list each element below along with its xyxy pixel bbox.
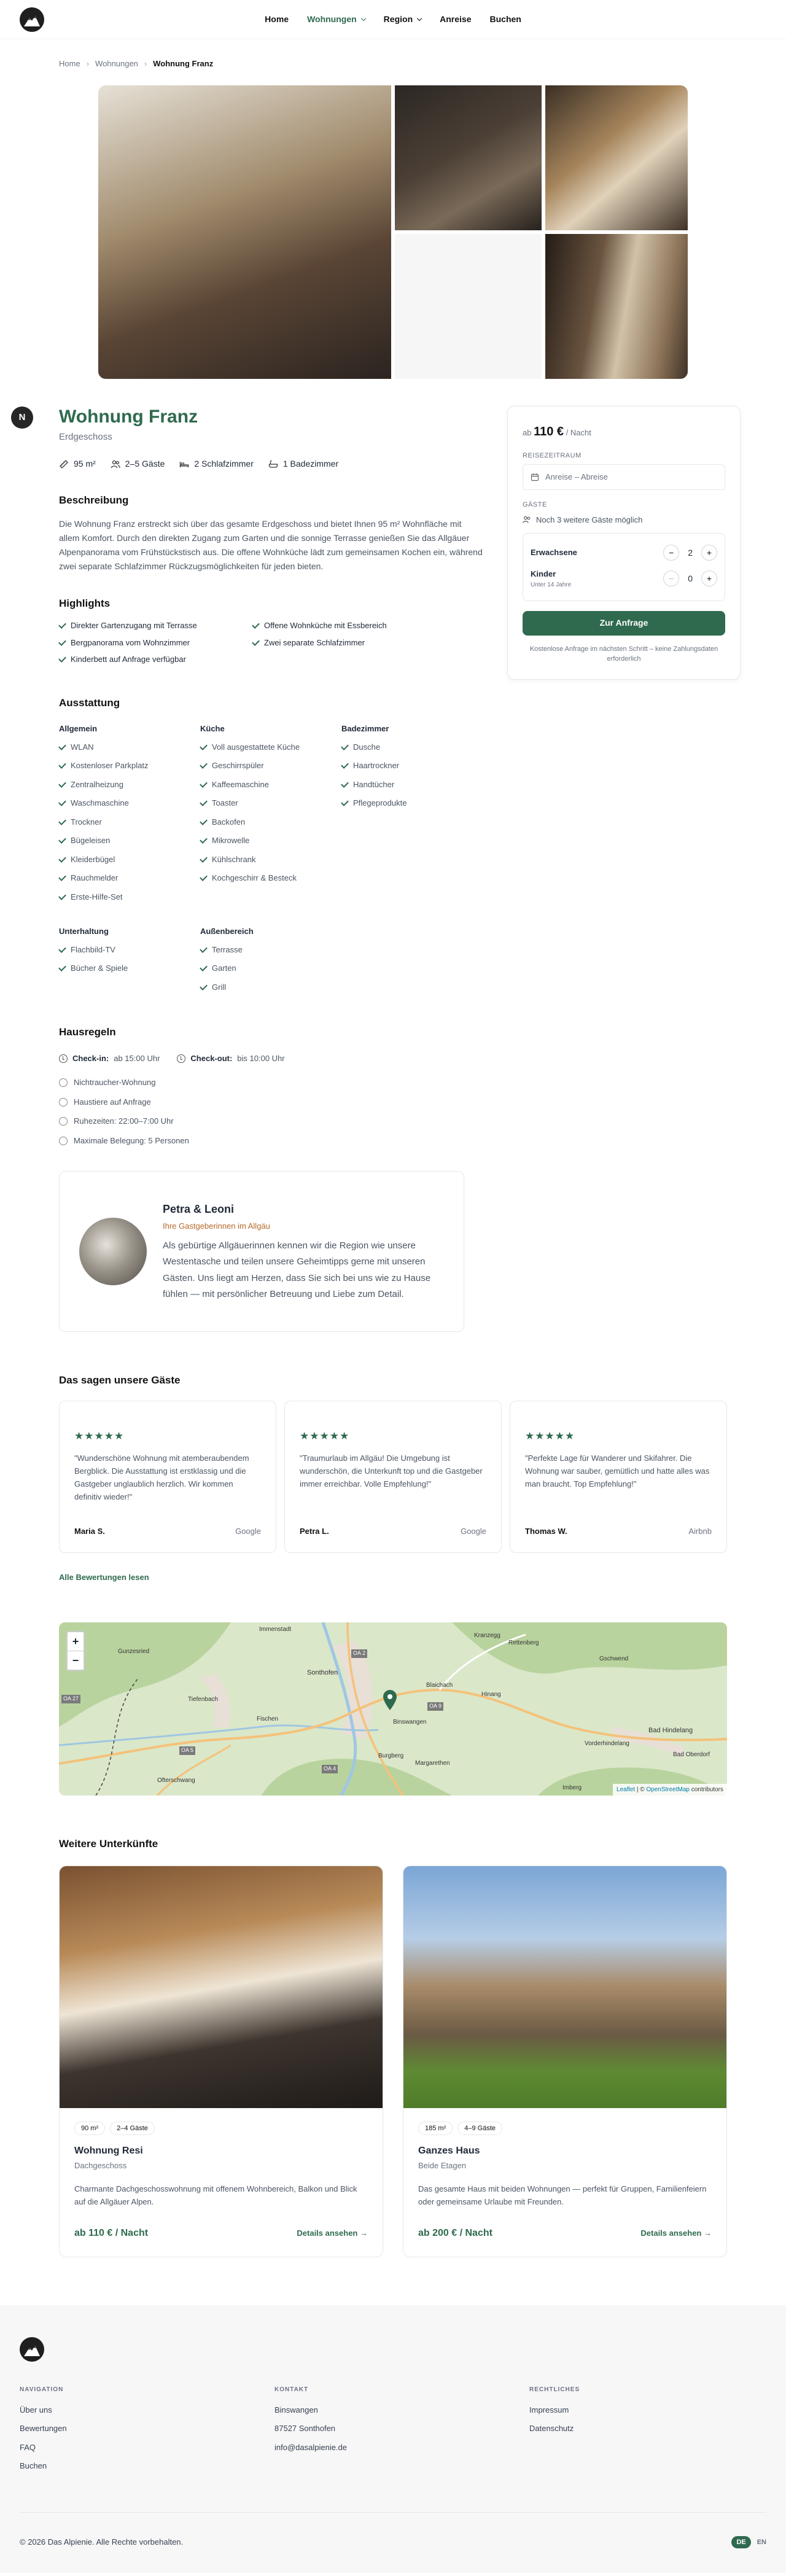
children-plus-button[interactable]: + bbox=[701, 570, 717, 586]
adults-stepper bbox=[663, 545, 717, 561]
checkout-label: Check-out: bbox=[190, 1053, 233, 1063]
amenity-group-title: Allgemein bbox=[59, 724, 98, 734]
listing-details-link[interactable]: Details ansehen → bbox=[640, 2228, 712, 2238]
site-header bbox=[0, 0, 786, 39]
nav-buchen-label: Buchen bbox=[489, 14, 521, 24]
host-role: Ihre Gastgeberinnen im Allgäu bbox=[163, 1221, 270, 1231]
review-author: Petra L. bbox=[300, 1527, 329, 1536]
map-place: Binswangen bbox=[393, 1719, 427, 1726]
breadcrumb-current: Wohnung Franz bbox=[153, 59, 214, 68]
footer-legal bbox=[529, 2385, 714, 2479]
review-source: Google bbox=[461, 1527, 486, 1536]
map-road-label: OA 4 bbox=[322, 1765, 338, 1773]
listing-image bbox=[403, 1866, 726, 2108]
highlights-heading: Highlights bbox=[59, 597, 111, 609]
nav-region[interactable] bbox=[384, 13, 421, 26]
footer-nav bbox=[20, 2385, 274, 2479]
house-rule-text: Nichtraucher-Wohnung bbox=[74, 1078, 156, 1088]
amenity-item: Kochgeschirr & Besteck bbox=[200, 872, 341, 884]
listing-price: ab 110 € / Nacht bbox=[74, 2227, 149, 2238]
travel-label: REISEZEITRAUM bbox=[523, 451, 582, 459]
review-text: "Wunderschöne Wohnung mit atemberaubendem Bergblick. Die Ausstattung ist erstklassig und die Gastgeber unglaublich herzlich. Wir kommen definitiv wieder!" bbox=[74, 1453, 249, 1501]
breadcrumb-wohnungen[interactable]: Wohnungen bbox=[95, 59, 138, 68]
description-heading: Beschreibung bbox=[59, 494, 129, 506]
page-title: Wohnung Franz bbox=[59, 406, 198, 427]
guests-note bbox=[523, 514, 725, 526]
host-card bbox=[59, 1171, 464, 1332]
amenity-item: Garten bbox=[200, 962, 341, 975]
gallery-image-bedroom[interactable] bbox=[545, 85, 688, 230]
amenity-item: Pflegeprodukte bbox=[341, 797, 483, 809]
amenity-item: Mikrowelle bbox=[200, 835, 341, 847]
guests-label: GÄSTE bbox=[523, 501, 547, 508]
children-sublabel: Unter 14 Jahre bbox=[531, 581, 572, 588]
map-place: Hinang bbox=[481, 1691, 501, 1699]
fact-area bbox=[59, 457, 96, 470]
review-card bbox=[510, 1401, 727, 1553]
reviews-heading: Das sagen unsere Gäste bbox=[59, 1374, 181, 1387]
nav-wohnungen[interactable] bbox=[307, 13, 365, 26]
fact-guests bbox=[111, 457, 165, 470]
map-pin-icon bbox=[383, 1690, 397, 1711]
adults-label: Erwachsene bbox=[531, 548, 577, 558]
amenity-group-badezimmer bbox=[341, 723, 483, 909]
map-place: Tiefenbach bbox=[188, 1696, 219, 1703]
clock-icon bbox=[59, 1054, 68, 1063]
request-button[interactable]: Zur Anfrage bbox=[523, 611, 725, 636]
amenity-item: Zentralheizung bbox=[59, 779, 200, 791]
lang-de-button[interactable]: DE bbox=[731, 2536, 750, 2549]
review-text: "Traumurlaub im Allgäu! Die Umgebung ist wunderschön, die Unterkunft top und die Gastgeber immer erreichbar. Volle Empfehlung!" bbox=[300, 1453, 483, 1488]
nav-anreise-label: Anreise bbox=[440, 14, 472, 24]
copyright: © 2026 Das Alpienie. Alle Rechte vorbehalten. bbox=[20, 2537, 184, 2547]
footer-contact-line: 87527 Sonthofen bbox=[274, 2424, 336, 2434]
booking-price bbox=[523, 422, 725, 441]
booking-fineprint: Kostenlose Anfrage im nächsten Schritt – keine Zahlungsdaten erforderlich bbox=[529, 645, 718, 663]
footer-heading: RECHTLICHES bbox=[529, 2386, 580, 2393]
host-name: Petra & Leoni bbox=[163, 1202, 235, 1215]
nav-region-label: Region bbox=[383, 14, 413, 24]
footer-contact-line: Binswangen bbox=[274, 2405, 318, 2415]
gallery-image-hallway[interactable] bbox=[545, 234, 688, 379]
booking-widget bbox=[507, 406, 741, 680]
amenity-item: Geschirrspüler bbox=[200, 760, 341, 772]
gallery-image-lounge[interactable] bbox=[395, 85, 542, 230]
amenity-item: Rauchmelder bbox=[59, 872, 200, 884]
amenities-grid bbox=[59, 723, 483, 1000]
footer-link-buchen[interactable]: Buchen bbox=[20, 2461, 47, 2471]
amenity-item: Erste-Hilfe-Set bbox=[59, 891, 200, 903]
children-value: 0 bbox=[688, 573, 693, 583]
review-author: Maria S. bbox=[74, 1527, 105, 1536]
amenity-item: Backofen bbox=[200, 816, 341, 828]
chevron-right-icon: › bbox=[86, 59, 90, 68]
price-suffix: / Nacht bbox=[566, 427, 591, 437]
bath-icon bbox=[268, 459, 278, 469]
house-rules-list bbox=[59, 1076, 483, 1146]
map-place: Margarethen bbox=[415, 1760, 450, 1767]
amenity-group-title: Außenbereich bbox=[200, 927, 254, 936]
property-facts bbox=[59, 457, 483, 470]
map-road-label: OA 5 bbox=[179, 1746, 195, 1755]
house-rule-text: Ruhezeiten: 22:00–7:00 Uhr bbox=[74, 1116, 174, 1126]
zoom-in-button[interactable]: + bbox=[68, 1632, 84, 1651]
map-attribution bbox=[613, 1784, 727, 1796]
highlight-item: Zwei separate Schlafzimmer bbox=[252, 637, 427, 649]
amenity-group-unterhaltung bbox=[59, 925, 200, 1000]
mountain-logo-icon bbox=[23, 10, 41, 29]
chevron-down-icon bbox=[417, 15, 422, 20]
host-photo bbox=[79, 1218, 147, 1285]
house-rules-heading: Hausregeln bbox=[59, 1026, 116, 1038]
map-place: Immenstadt bbox=[259, 1626, 292, 1633]
review-author: Thomas W. bbox=[525, 1527, 567, 1536]
adults-minus-button[interactable]: − bbox=[663, 545, 679, 561]
leaflet-link[interactable]: Leaflet bbox=[617, 1786, 636, 1794]
map-place: Vorderhindelang bbox=[585, 1740, 629, 1748]
adults-plus-button[interactable]: + bbox=[701, 545, 717, 561]
amenity-group-title: Küche bbox=[200, 724, 225, 734]
guest-selector bbox=[523, 533, 725, 601]
house-rule bbox=[59, 1096, 483, 1108]
listing-subtitle: Dachgeschoss bbox=[74, 2161, 127, 2171]
checkin-label: Check-in: bbox=[72, 1053, 109, 1063]
fact-bedrooms-text: 2 Schlafzimmer bbox=[194, 459, 254, 469]
map-road-label: OA 2 bbox=[351, 1649, 367, 1658]
host-text: Als gebürtige Allgäuerinnen kennen wir die Region wie unsere Westentasche und teilen unsere Geheimtipps gerne mit unseren Gästen. Uns liegt am Herzen, dass Sie sich bei uns wie zu Hause fühlen — mit persönlicher Betreuung und Liebe zum Detail. bbox=[163, 1240, 431, 1299]
users-icon bbox=[111, 459, 120, 469]
checkout-value: bis 10:00 Uhr bbox=[237, 1053, 285, 1063]
amenities-heading: Ausstattung bbox=[59, 696, 120, 709]
amenity-item: Kühlschrank bbox=[200, 854, 341, 866]
amenity-item: Kostenloser Parkplatz bbox=[59, 760, 200, 772]
listing-tag: 2–4 Gäste bbox=[110, 2122, 155, 2136]
amenity-item: Voll ausgestattete Küche bbox=[200, 741, 341, 753]
footer-contact bbox=[274, 2385, 529, 2479]
map-place: Burgberg bbox=[378, 1753, 404, 1760]
map-place: Bad Oberdorf bbox=[673, 1751, 710, 1759]
zoom-out-button[interactable]: − bbox=[72, 1654, 79, 1667]
nav-home-label: Home bbox=[265, 14, 289, 24]
listing-image bbox=[60, 1866, 383, 2108]
map-zoom-control bbox=[66, 1631, 85, 1671]
fact-area-text: 95 m² bbox=[74, 459, 96, 469]
property-details bbox=[59, 406, 483, 1333]
highlight-item: Kinderbett auf Anfrage verfügbar bbox=[59, 653, 234, 666]
star-rating: ★★★★★ bbox=[300, 1430, 350, 1442]
fact-guests-text: 2–5 Gäste bbox=[125, 459, 165, 469]
ruler-icon bbox=[59, 459, 69, 469]
breadcrumb bbox=[59, 39, 727, 70]
amenity-item: Haartrockner bbox=[341, 760, 483, 772]
users-icon bbox=[523, 515, 531, 524]
amenity-item: Dusche bbox=[341, 741, 483, 753]
children-label: Kinder bbox=[531, 569, 556, 578]
house-rule-text: Maximale Belegung: 5 Personen bbox=[74, 1135, 189, 1145]
map-place: Gschwend bbox=[599, 1656, 629, 1663]
footer-heading: NAVIGATION bbox=[20, 2386, 64, 2393]
review-source: Airbnb bbox=[688, 1527, 712, 1536]
checkin-value: ab 15:00 Uhr bbox=[114, 1053, 160, 1063]
listing-tag: 4–9 Gäste bbox=[457, 2122, 502, 2136]
footer-link-faq[interactable]: FAQ bbox=[20, 2442, 36, 2452]
footer-link-datenschutz[interactable]: Datenschutz bbox=[529, 2424, 574, 2434]
date-range-input[interactable] bbox=[523, 464, 725, 490]
guests-note-text: Noch 3 weitere Gäste möglich bbox=[536, 515, 643, 524]
amenity-group-kueche bbox=[200, 723, 341, 909]
amenity-item: Trockner bbox=[59, 816, 200, 828]
star-rating: ★★★★★ bbox=[525, 1430, 575, 1442]
listing-card[interactable] bbox=[403, 1866, 727, 2257]
site-footer bbox=[0, 2305, 786, 2574]
location-map[interactable] bbox=[59, 1622, 727, 1796]
listing-tags bbox=[74, 2122, 368, 2136]
photo-gallery bbox=[98, 85, 688, 379]
map-place: Imberg bbox=[562, 1784, 582, 1792]
amenity-item: Grill bbox=[200, 981, 341, 994]
fact-bathrooms bbox=[268, 457, 338, 470]
lang-en-button[interactable]: EN bbox=[757, 2538, 766, 2546]
footer-heading: KONTAKT bbox=[274, 2386, 309, 2393]
clock-icon bbox=[177, 1054, 185, 1063]
highlights-list bbox=[59, 620, 427, 666]
review-source: Google bbox=[235, 1527, 261, 1536]
fact-bathrooms-text: 1 Badezimmer bbox=[282, 459, 339, 469]
info-icon bbox=[59, 1098, 68, 1107]
description-text: Die Wohnung Franz erstreckt sich über das gesamte Erdgeschoss und bietet Ihnen 95 m² Wohnfläche mit allem Komfort. Durch den direkten Zugang zum Garten und die sonnige Terrasse genießen Sie das Allgäuer Alpenpanorama vom Frühstückstisch aus. Die offene Wohnküche lädt zum gemeinsamen Kochen ein, während zwei separate Schlafzimmer Rückzugsmöglichkeiten für jeden bieten. bbox=[59, 518, 483, 571]
mountain-logo-icon bbox=[23, 2340, 41, 2359]
calendar-icon bbox=[531, 473, 539, 481]
reviews-list bbox=[59, 1401, 727, 1553]
breadcrumb-home[interactable]: Home bbox=[59, 59, 80, 68]
footer-link-impressum[interactable]: Impressum bbox=[529, 2405, 569, 2415]
map-place: Bad Hindelang bbox=[648, 1727, 693, 1735]
all-reviews-link[interactable]: Alle Bewertungen lesen bbox=[59, 1572, 149, 1582]
nav-home[interactable] bbox=[265, 13, 289, 26]
site-logo[interactable] bbox=[20, 7, 44, 32]
listing-details-link[interactable]: Details ansehen → bbox=[297, 2228, 368, 2238]
gallery-image-placeholder bbox=[395, 234, 542, 379]
floating-avatar-button[interactable]: N bbox=[11, 407, 33, 429]
map-place: Gunzesried bbox=[118, 1648, 150, 1656]
amenity-item: Toaster bbox=[200, 797, 341, 809]
listing-title: Ganzes Haus bbox=[418, 2146, 480, 2157]
info-icon bbox=[59, 1137, 68, 1145]
map-place: Blaichach bbox=[426, 1682, 453, 1689]
listing-description: Das gesamte Haus mit beiden Wohnungen — perfekt für Gruppen, Familienfeiern oder gemeinsame Urlaube mit Freunden. bbox=[418, 2184, 707, 2206]
amenity-item: Kleiderbügel bbox=[59, 854, 200, 866]
adults-value: 2 bbox=[688, 547, 693, 558]
amenity-item: Handtücher bbox=[341, 779, 483, 791]
listing-description: Charmante Dachgeschosswohnung mit offenem Wohnbereich, Balkon und Blick auf die Allgäuer Alpen. bbox=[74, 2184, 357, 2206]
listing-title: Wohnung Resi bbox=[74, 2146, 143, 2157]
listing-card[interactable] bbox=[59, 1866, 383, 2257]
amenity-item: Bücher & Spiele bbox=[59, 962, 200, 975]
nav-wohnungen-label: Wohnungen bbox=[307, 14, 357, 24]
amenity-group-aussenbereich bbox=[200, 925, 341, 1000]
chevron-down-icon bbox=[360, 15, 365, 20]
review-card bbox=[59, 1401, 276, 1553]
listing-tags bbox=[418, 2122, 712, 2136]
map-place: Ofterschwang bbox=[157, 1777, 195, 1784]
nav-buchen[interactable] bbox=[489, 13, 521, 26]
info-icon bbox=[59, 1078, 68, 1087]
price-prefix: ab bbox=[523, 427, 532, 437]
amenity-item: Kaffeemaschine bbox=[200, 779, 341, 791]
footer-logo[interactable] bbox=[20, 2337, 44, 2362]
language-switch bbox=[731, 2536, 766, 2549]
highlight-item: Offene Wohnküche mit Essbereich bbox=[252, 620, 427, 632]
highlight-item: Direkter Gartenzugang mit Terrasse bbox=[59, 620, 234, 632]
checkout bbox=[177, 1053, 284, 1065]
amenity-group-title: Unterhaltung bbox=[59, 927, 109, 936]
listing-price: ab 200 € / Nacht bbox=[418, 2227, 492, 2238]
date-range-placeholder: Anreise – Abreise bbox=[545, 472, 608, 482]
info-icon bbox=[59, 1117, 68, 1126]
attribution-sep: | © bbox=[635, 1786, 647, 1794]
amenity-item: WLAN bbox=[59, 741, 200, 753]
amenity-item: Terrasse bbox=[200, 944, 341, 956]
fact-bedrooms bbox=[179, 457, 253, 470]
highlight-item: Bergpanorama vom Wohnzimmer bbox=[59, 637, 234, 649]
house-rule-text: Haustiere auf Anfrage bbox=[74, 1097, 151, 1107]
review-text: "Perfekte Lage für Wanderer und Skifahrer. Die Wohnung war sauber, gemütlich und hatte alles was man braucht. Top Empfehlung!" bbox=[525, 1453, 710, 1488]
house-rule bbox=[59, 1115, 483, 1127]
amenity-group-title: Badezimmer bbox=[341, 724, 389, 734]
checkin-checkout bbox=[59, 1053, 483, 1065]
map-place: Sonthofen bbox=[307, 1669, 338, 1677]
listing-subtitle: Beide Etagen bbox=[418, 2161, 467, 2171]
checkin bbox=[59, 1053, 160, 1065]
map-place: Fischen bbox=[257, 1716, 279, 1723]
amenity-item: Bügeleisen bbox=[59, 835, 200, 847]
price-value: 110 € bbox=[534, 424, 564, 438]
children-minus-button[interactable]: − bbox=[663, 570, 679, 586]
map-place: Kranzegg bbox=[474, 1632, 500, 1640]
attribution-tail: contributors bbox=[689, 1786, 723, 1794]
nav-anreise[interactable] bbox=[440, 13, 471, 26]
osm-link[interactable]: OpenStreetMap bbox=[646, 1786, 690, 1794]
main-nav bbox=[265, 13, 521, 26]
house-rule bbox=[59, 1135, 483, 1147]
property-subtitle: Erdgeschoss bbox=[59, 431, 112, 442]
children-row bbox=[531, 564, 717, 593]
adults-row bbox=[531, 541, 717, 564]
footer-link-ueber-uns[interactable]: Über uns bbox=[20, 2405, 52, 2415]
gallery-image-living-room[interactable] bbox=[98, 85, 391, 379]
more-listings bbox=[59, 1866, 727, 2257]
house-rule bbox=[59, 1076, 483, 1089]
footer-email-link[interactable]: info@dasalpienie.de bbox=[274, 2442, 348, 2452]
listing-tag: 185 m² bbox=[418, 2122, 453, 2136]
bed-icon bbox=[179, 459, 189, 469]
map-place: Rettenberg bbox=[508, 1640, 539, 1647]
children-stepper bbox=[663, 570, 717, 586]
map-road-label: OA 27 bbox=[61, 1695, 80, 1703]
amenity-item: Waschmaschine bbox=[59, 797, 200, 809]
more-heading: Weitere Unterkünfte bbox=[59, 1838, 158, 1850]
amenity-item: Flachbild-TV bbox=[59, 944, 200, 956]
amenity-group-allgemein bbox=[59, 723, 200, 909]
map-road-label: OA 9 bbox=[427, 1702, 443, 1711]
review-card bbox=[284, 1401, 502, 1553]
footer-link-bewertungen[interactable]: Bewertungen bbox=[20, 2424, 67, 2434]
listing-tag: 90 m² bbox=[74, 2122, 105, 2136]
star-rating: ★★★★★ bbox=[74, 1430, 125, 1442]
chevron-right-icon: › bbox=[144, 59, 147, 68]
